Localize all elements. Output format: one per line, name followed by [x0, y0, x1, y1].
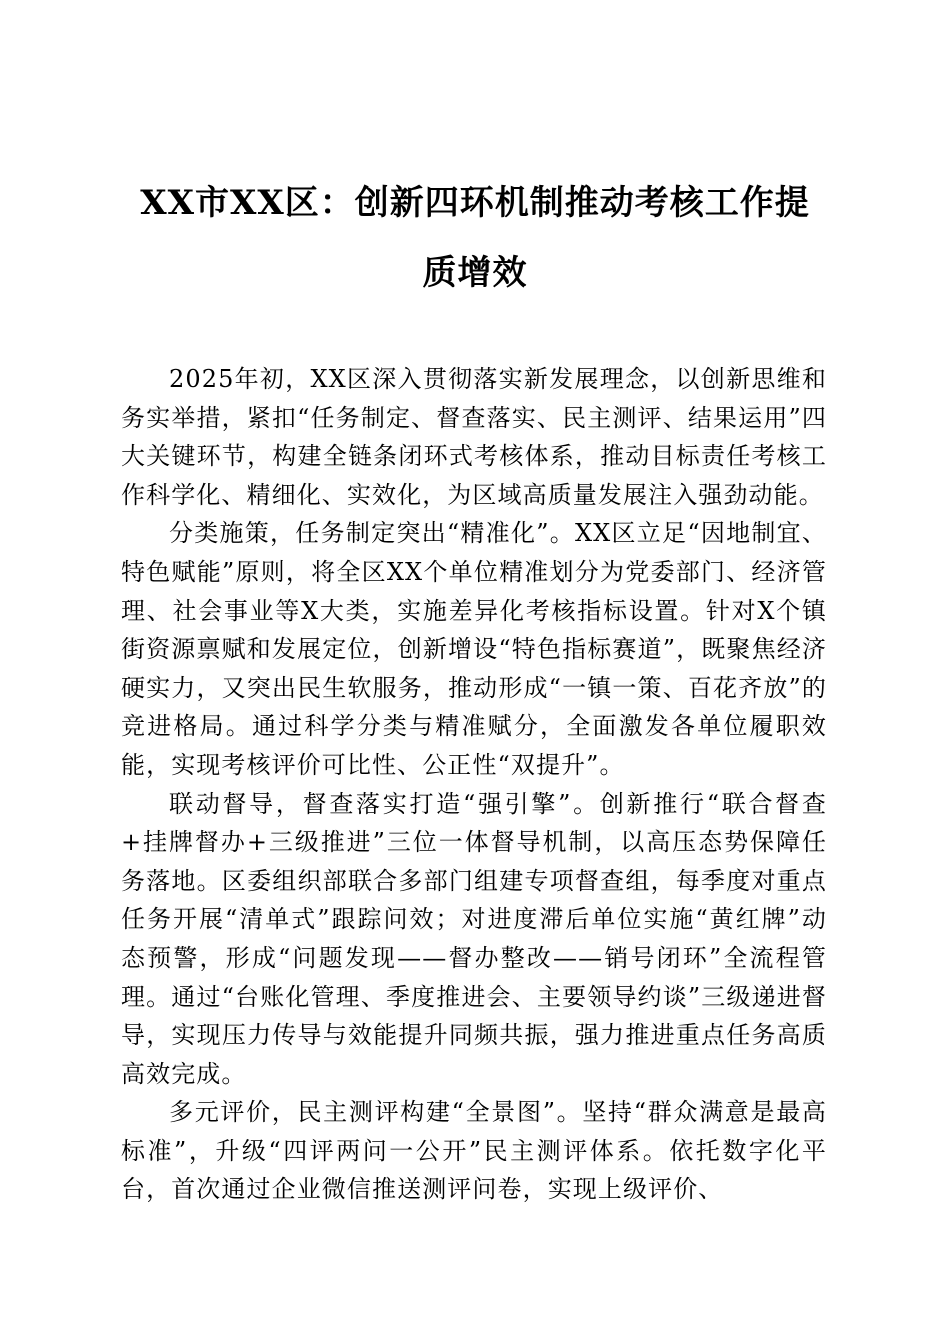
document-title [110, 168, 840, 308]
paragraph-intro: 2025年初，XX区深入贯彻落实新发展理念，以创新思维和务实举措，紧扣“任务制定、督查落实、民主测评、结果运用”四大关键环节，构建全链条闭环式考核体系，推动目标责任考核工作科学化、精细化、实效化，为区域高质量发展注入强劲动能。 [121, 365, 827, 509]
document-body [121, 360, 827, 1209]
title-line-2: 质增效 [422, 253, 528, 293]
title-line-1: XX市XX区：创新四环机制推动考核工作提 [140, 183, 810, 223]
paragraph-evaluation: 多元评价，民主测评构建“全景图”。坚持“群众满意是最高标准”，升级“四评两问一公开”民主测评体系。依托数字化平台，首次通过企业微信推送测评问卷，实现上级评价、 [121, 1098, 827, 1204]
paragraph-supervision: 联动督导，督查落实打造“强引擎”。创新推行“联合督查+挂牌督办+三级推进”三位一体督导机制，以高压态势保障任务落地。区委组织部联合多部门组建专项督查组，每季度对重点任务开展“清单式”跟踪问效；对进度滞后单位实施“黄红牌”动态预警，形成“问题发现——督办整改——销号闭环”全流程管理。通过“台账化管理、季度推进会、主要领导约谈”三级递进督导，实现压力传导与效能提升同频共振，强力推进重点任务高质高效完成。 [121, 789, 827, 1088]
paragraph-task-setting: 分类施策，任务制定突出“精准化”。XX区立足“因地制宜、特色赋能”原则，将全区XX个单位精准划分为党委部门、经济管理、社会事业等X大类，实施差异化考核指标设置。针对X个镇街资源禀赋和发展定位，创新增设“特色指标赛道”，既聚焦经济硬实力，又突出民生软服务，推动形成“一镇一策、百花齐放”的竞进格局。通过科学分类与精准赋分，全面激发各单位履职效能，实现考核评价可比性、公正性“双提升”。 [121, 519, 827, 779]
